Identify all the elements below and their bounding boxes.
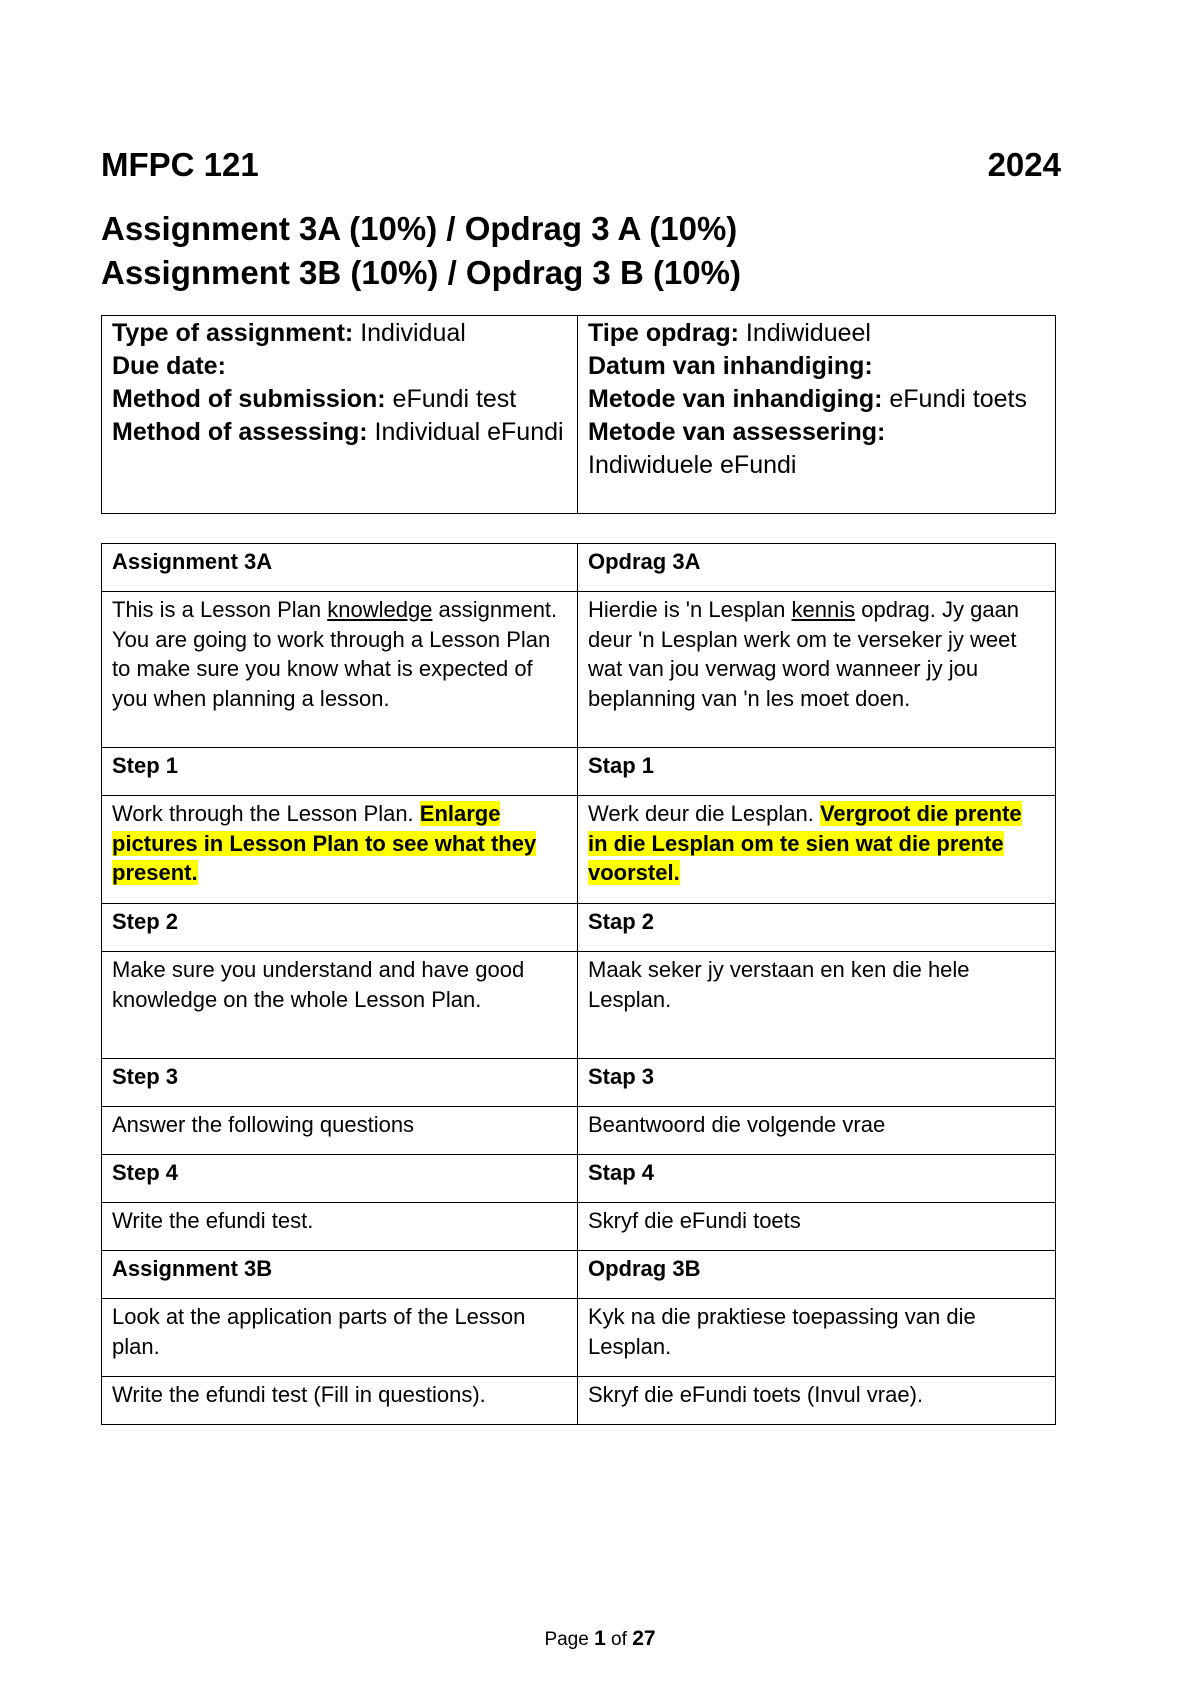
stap-4-heading: Stap 4 <box>578 1155 1056 1203</box>
step-4-heading: Step 4 <box>102 1155 578 1203</box>
table-row <box>102 1299 1056 1377</box>
steps-table <box>101 543 1056 1425</box>
assessering-value: Indiwiduele eFundi <box>588 451 797 479</box>
step-4-body: Write the efundi test. <box>102 1203 578 1251</box>
table-row <box>102 592 1056 748</box>
underlined-knowledge: knowledge <box>327 597 433 622</box>
assignment-3b-body-1: Look at the application parts of the Lesson plan. <box>102 1299 578 1377</box>
assessment-method-value: Individual eFundi <box>367 418 564 446</box>
table-row <box>102 1107 1056 1155</box>
stap-1-body: Werk deur die Lesplan. Vergroot die prente in die Lesplan om te sien wat die prente voorstel. <box>578 796 1056 904</box>
step-2-heading: Step 2 <box>102 904 578 952</box>
opdrag-3a-heading: Opdrag 3A <box>578 544 1056 592</box>
year: 2024 <box>987 146 1061 183</box>
current-page-number: 1 <box>594 1627 606 1650</box>
table-row <box>102 1251 1056 1299</box>
table-row <box>102 1203 1056 1251</box>
table-row <box>102 1059 1056 1107</box>
assignment-title-3b: Assignment 3B (10%) / Opdrag 3 B (10%) <box>101 254 741 291</box>
assignment-3b-heading: Assignment 3B <box>102 1251 578 1299</box>
step-2-body: Make sure you understand and have good knowledge on the whole Lesson Plan. <box>102 952 578 1059</box>
opdrag-3b-heading: Opdrag 3B <box>578 1251 1056 1299</box>
type-value: Individual <box>353 319 466 347</box>
step-1-body: Work through the Lesson Plan. Enlarge pictures in Lesson Plan to see what they present. <box>102 796 578 904</box>
stap-3-body: Beantwoord die volgende vrae <box>578 1107 1056 1155</box>
assignment-info-table <box>101 315 1056 514</box>
stap-2-body: Maak seker jy verstaan en ken die hele Lesplan. <box>578 952 1056 1059</box>
page-word: Page <box>544 1629 595 1650</box>
course-code: MFPC 121 <box>101 146 259 183</box>
assignment-3b-body-2: Write the efundi test (Fill in questions). <box>102 1377 578 1425</box>
intro-afrikaans: Hierdie is 'n Lesplan kennis opdrag. Jy gaan deur 'n Lesplan werk om te verseker jy weet wat van jou verwag word wanneer jy jou beplanning van 'n les moet doen. <box>578 592 1056 748</box>
table-row <box>102 748 1056 796</box>
step-1-heading: Step 1 <box>102 748 578 796</box>
assessment-method-label: Method of assessing: <box>112 418 368 446</box>
document-header <box>101 146 1061 190</box>
step-3-body: Answer the following questions <box>102 1107 578 1155</box>
table-row <box>102 544 1056 592</box>
opdrag-3b-body-2: Skryf die eFundi toets (Invul vrae). <box>578 1377 1056 1425</box>
step-3-heading: Step 3 <box>102 1059 578 1107</box>
page-footer <box>0 1627 1200 1651</box>
info-cell-afrikaans <box>578 316 1056 514</box>
table-row <box>102 796 1056 904</box>
tipe-value: Indiwidueel <box>738 319 871 347</box>
info-cell-english <box>102 316 578 514</box>
stap-4-body: Skryf die eFundi toets <box>578 1203 1056 1251</box>
of-word: of <box>605 1629 633 1650</box>
inhandiging-value: eFundi toets <box>882 385 1027 413</box>
datum-label: Datum van inhandiging: <box>588 352 873 380</box>
assignment-title-3a: Assignment 3A (10%) / Opdrag 3 A (10%) <box>101 210 738 247</box>
type-label: Type of assignment: <box>112 319 354 347</box>
table-row <box>102 904 1056 952</box>
table-row <box>102 1377 1056 1425</box>
assignment-3a-heading: Assignment 3A <box>102 544 578 592</box>
highlighted-instruction: Vergroot die prente in die Lesplan om te sien wat die prente voorstel. <box>588 801 1022 885</box>
opdrag-3b-body-1: Kyk na die praktiese toepassing van die Lesplan. <box>578 1299 1056 1377</box>
submission-method-value: eFundi test <box>385 385 517 413</box>
info-row <box>102 316 1056 514</box>
table-row <box>102 952 1056 1059</box>
submission-method-label: Method of submission: <box>112 385 386 413</box>
stap-1-heading: Stap 1 <box>578 748 1056 796</box>
stap-3-heading: Stap 3 <box>578 1059 1056 1107</box>
underlined-kennis: kennis <box>791 597 856 622</box>
stap-2-heading: Stap 2 <box>578 904 1056 952</box>
intro-english: This is a Lesson Plan knowledge assignment. You are going to work through a Lesson Plan to make sure you know what is expected of you when planning a lesson. <box>102 592 578 748</box>
tipe-label: Tipe opdrag: <box>588 319 739 347</box>
total-pages: 27 <box>632 1627 656 1650</box>
highlighted-instruction: Enlarge pictures in Lesson Plan to see what they present. <box>112 801 537 885</box>
inhandiging-label: Metode van inhandiging: <box>588 385 883 413</box>
table-row <box>102 1155 1056 1203</box>
assessering-label: Metode van assessering: <box>588 418 886 446</box>
due-date-label: Due date: <box>112 352 226 380</box>
